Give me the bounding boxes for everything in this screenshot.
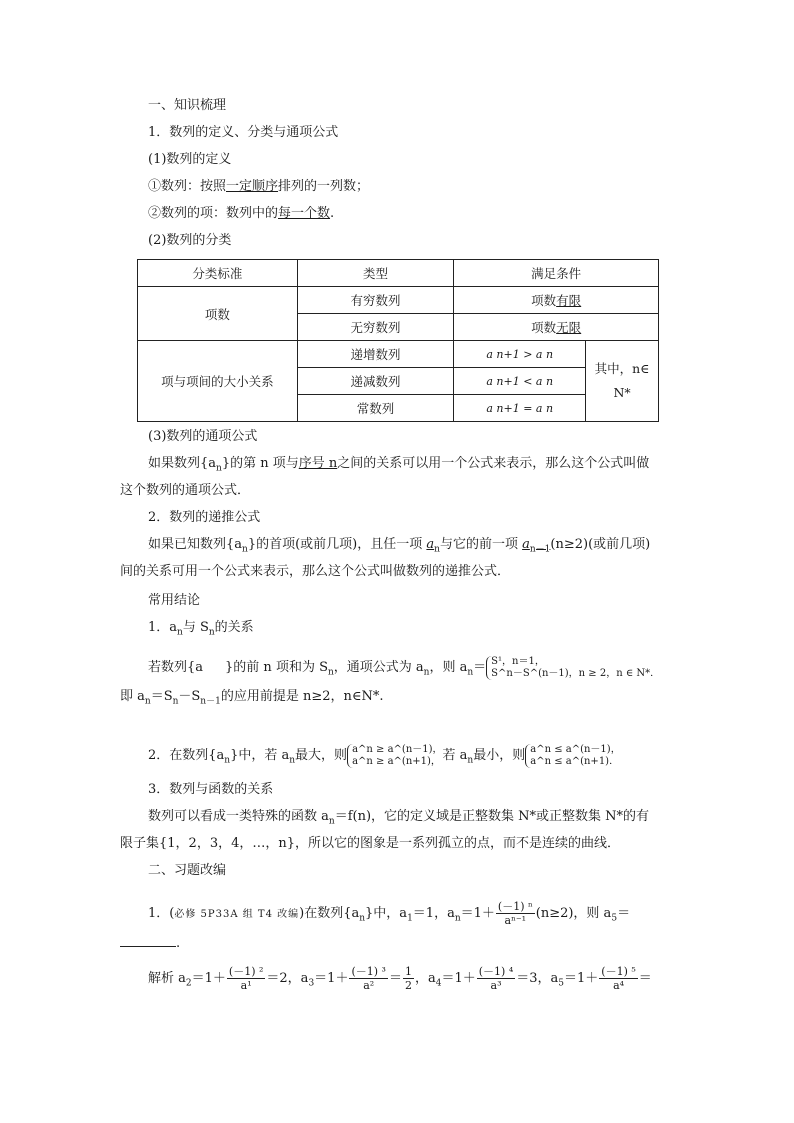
section-heading-knowledge: 一、知识梳理 [148, 98, 227, 113]
definition-sequence: ①数列：按照一定顺序排列的一列数； [148, 179, 370, 194]
type-increasing: 递增数列 [297, 341, 454, 368]
conclusion-1-title: 1．$a_n$与 $S_n$的关系 [148, 620, 254, 638]
paragraph-recursive: 如果已知数列$\{a_n\}$的首项(或前几项)，且任一项 $a_n$与它的前一项 $a_{n-1}(n\ge 2)$(或前几项) [148, 537, 651, 555]
type-decreasing: 递减数列 [297, 368, 454, 395]
group-term-count: 项数 [138, 287, 298, 341]
conclusion-3-text: 数列可以看成一类特殊的函数 $a_n=f(n)$，它的定义域是正整数集 N*或正整数集 N*的有 [148, 809, 650, 827]
heading-common-conclusions: 常用结论 [148, 593, 201, 608]
heading-recursive: 2．数列的递推公式 [148, 510, 261, 525]
piecewise-brace: S¹，n＝1， S^n－S^(n－1)，n ≥ 2，n ∈ N*． [486, 656, 660, 680]
subheading-general-term: (3)数列的通项公式 [148, 429, 258, 444]
table-note: 其中，n∈ N* [586, 341, 659, 422]
cond-constant: a n+1 = a n [454, 395, 586, 422]
answer-blank [120, 946, 176, 947]
heading-definition: 1．数列的定义、分类与通项公式 [148, 125, 339, 140]
type-finite: 有穷数列 [297, 287, 454, 314]
table-row [138, 287, 659, 314]
cond-finite: 项数有限 [454, 287, 659, 314]
conclusion-2: 2．在数列$\{a_n\}$中，若 $a_n$最大，则 a^n ≥ a^(n－1)， a^n ≥ a^(n+1)， 若 $a_n$最小，则 a^n ≤ a^(n－1)， a^n ≤ a^(n+1)． [148, 743, 621, 767]
exercise-1: 1．(必修 5P33A 组 T4 改编)在数列$\{a_n\}$中，$a_1=1$，$a_n=1+$ $\frac{\text{(－1) ⁿ}}{\text{aⁿ⁻¹}}$ (n≥2)，则 $a_5=$ [148, 900, 631, 927]
table-row [138, 341, 659, 368]
paragraph-general-term: 如果数列$\{a_n\}$的第 n 项与序号 n之间的关系可以用一个公式来表示，那么这个公式叫做 [148, 456, 650, 474]
group-size-relation: 项与项间的大小关系 [138, 341, 298, 422]
exercise-fraction: $\frac{\text{(－1) ⁿ}}{\text{aⁿ⁻¹}}$ [497, 900, 533, 927]
cond-decreasing: a n+1 < a n [454, 368, 586, 395]
definition-term: ②数列的项：数列中的每一个数. [148, 206, 335, 221]
max-brace: a^n ≥ a^(n－1)， a^n ≥ a^(n+1)， [347, 744, 442, 768]
conclusion-1-formula: 若数列{a }的前 n 项和为 $S_n$，通项公式为 $a_n$，则 $a_n= S^1$，n＝1， S^n－S^(n－1)，n ≥ 2，n ∈ N*． [148, 655, 661, 679]
header-standard: 分类标准 [138, 260, 298, 287]
paragraph-recursive-cont: 间的关系可用一个公式来表示，那么这个公式叫做数列的递推公式． [120, 564, 511, 579]
header-type: 类型 [297, 260, 454, 287]
header-condition: 满足条件 [454, 260, 659, 287]
min-brace: a^n ≤ a^(n－1)， a^n ≤ a^(n+1)． [525, 744, 620, 768]
subheading-definition: (1)数列的定义 [148, 152, 232, 167]
type-constant: 常数列 [297, 395, 454, 422]
conclusion-3-title: 3．数列与函数的关系 [148, 782, 274, 797]
subheading-classification: (2)数列的分类 [148, 233, 232, 248]
paragraph-general-term-cont: 这个数列的通项公式． [120, 483, 251, 498]
conclusion-1-note: 即 $a_n=S_n-S_{n-1}$的应用前提是 n≥2，n∈N*. [120, 689, 384, 707]
section-heading-exercises: 二、习题改编 [148, 863, 227, 878]
conclusion-3-text-cont: 限子集{1，2，3，4，…，n}，所以它的图象是一系列孤立的点，而不是连续的曲线． [120, 836, 620, 851]
type-infinite: 无穷数列 [297, 314, 454, 341]
solution-line: 解析 $a_2=1+$ $\frac{\text{(－1) ²}}{\text{a¹}}$ ＝2，$a_3=1+$ $\frac{\text{(－1) ³}}{\text{a²}}$ ＝ $\frac{1}{2}$ ，$a_4=1+$ $\frac{\text{(－1) ⁴}}{\text{a³}}$ ＝3，$a_5=1+$ $\frac{\text{(－1) ⁵}}{\text{a⁴}}$ ＝ [148, 965, 652, 992]
cond-infinite: 项数无限 [454, 314, 659, 341]
table-header-row [138, 260, 659, 287]
classification-table [137, 259, 659, 422]
cond-increasing: a n+1 > a n [454, 341, 586, 368]
exercise-1-answer-line: . [120, 935, 180, 953]
